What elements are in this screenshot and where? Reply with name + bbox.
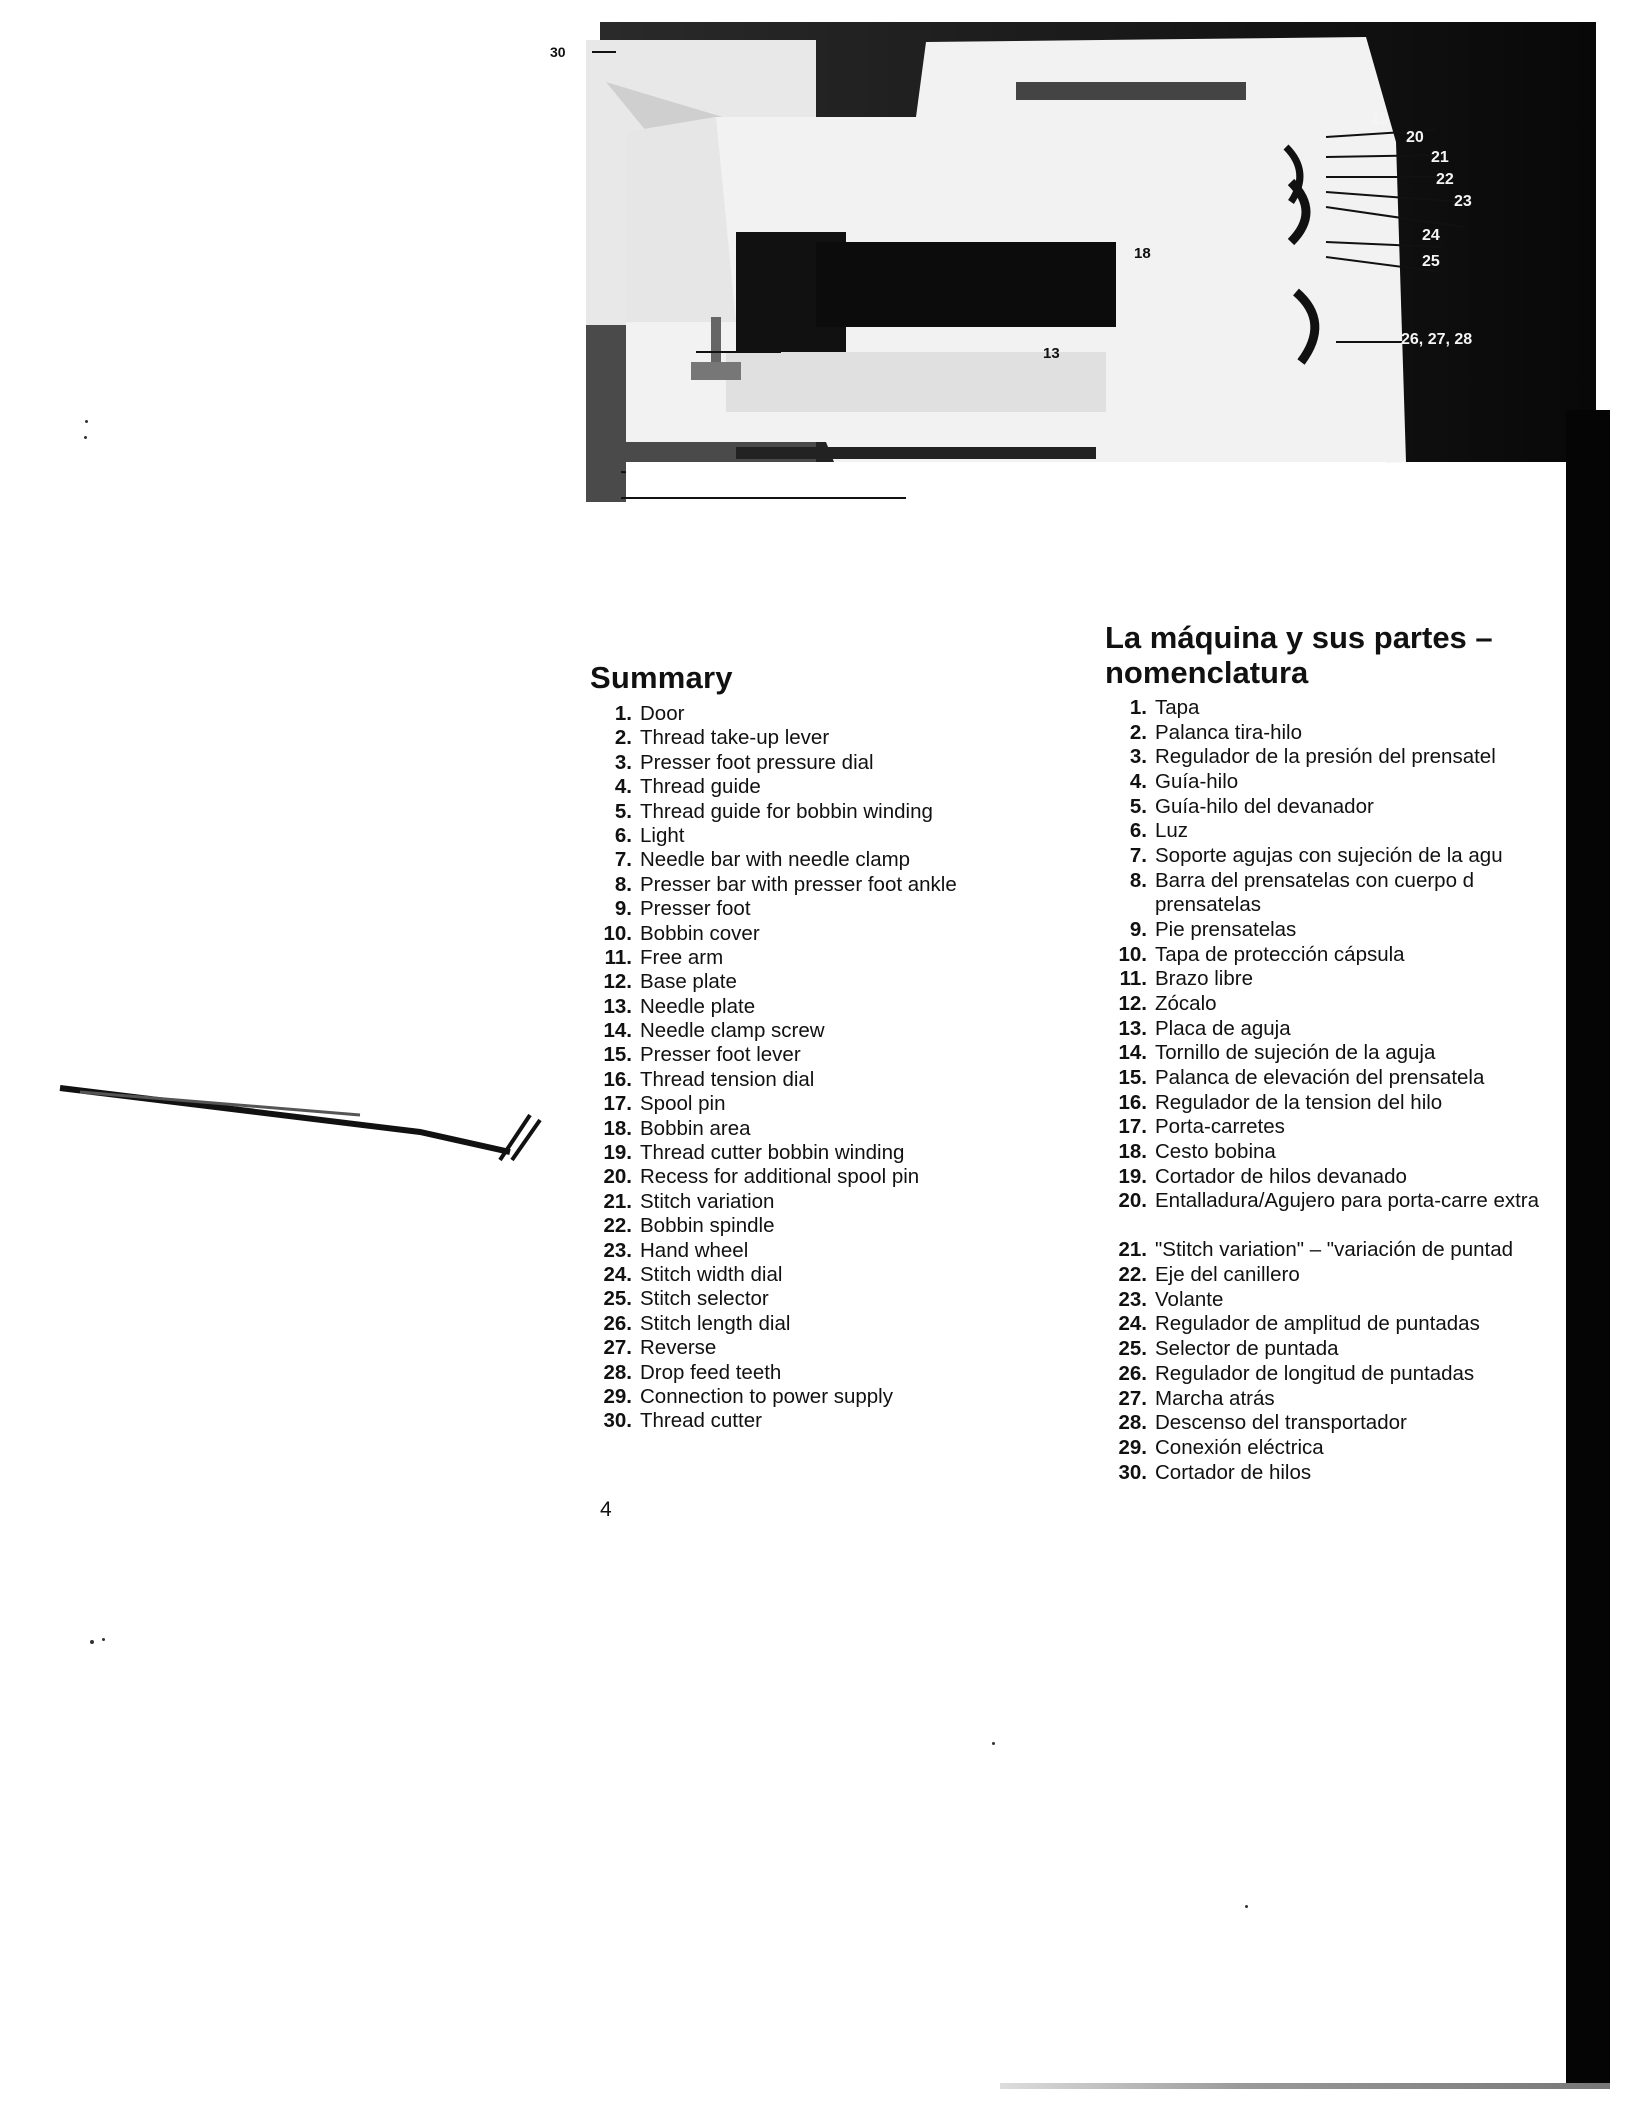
list-item: 9. Pie prensatelas (1129, 917, 1297, 941)
callout-20: 20 (1406, 129, 1424, 146)
callout-21: 21 (1431, 149, 1449, 166)
list-item: 24. Regulador de amplitud de puntadas (1118, 1312, 1480, 1336)
list-item: 29. Connection to power supply (603, 1384, 893, 1408)
list-item: 27. Reverse (603, 1336, 717, 1360)
list-item: 14. Needle clamp screw (603, 1019, 825, 1043)
list-item: 13. Needle plate (603, 994, 756, 1018)
nomenclatura-title (1105, 620, 1575, 690)
list-item: 30. Thread cutter (603, 1409, 762, 1433)
list-item: 22. Bobbin spindle (603, 1214, 775, 1238)
list-item: 24. Stitch width dial (603, 1262, 783, 1286)
callout-30: 30 (550, 44, 566, 60)
list-item: 4. Thread guide (614, 775, 761, 799)
list-item: 25. Selector de puntada (1118, 1337, 1339, 1361)
summary-title: Summary (590, 660, 733, 695)
scan-bottom-edge (1000, 2083, 1610, 2089)
summary-section (590, 660, 1010, 1434)
list-item: 22. Eje del canillero (1118, 1263, 1300, 1287)
list-item: 18. Bobbin area (603, 1116, 751, 1140)
list-item: 21. Stitch variation (603, 1189, 775, 1213)
callout-26-27-28: 26, 27, 28 (1401, 331, 1473, 348)
list-item: 16. Regulador de la tension del hilo (1118, 1090, 1443, 1114)
list-item: 27. Marcha atrás (1118, 1386, 1275, 1410)
list-item: 7. Needle bar with needle clamp (614, 848, 911, 872)
list-item: 28. Drop feed teeth (603, 1360, 782, 1384)
summary-list (590, 702, 1010, 1434)
callout-24: 24 (1422, 227, 1440, 244)
list-item: 13. Placa de aguja (1118, 1016, 1291, 1040)
list-item: 16. Thread tension dial (603, 1067, 815, 1091)
list-item: 26. Regulador de longitud de puntadas (1118, 1361, 1475, 1385)
list-item: 8. Presser bar with presser foot ankle (614, 872, 957, 896)
list-item: 6. Light (614, 823, 685, 847)
list-item: 10. Bobbin cover (603, 921, 760, 945)
list-item: 25. Stitch selector (603, 1287, 769, 1311)
nomenclatura-section (1105, 620, 1575, 1485)
list-item: 17. Spool pin (603, 1092, 726, 1116)
list-item: 11. Free arm (604, 945, 724, 969)
list-item: 14. Tornillo de sujeción de la aguja (1118, 1041, 1436, 1065)
callout-13: 13 (1043, 345, 1060, 362)
list-item: 1. Tapa (1129, 696, 1200, 719)
callout-19: 19 (1371, 111, 1389, 128)
list-item: 23. Volante (1118, 1287, 1224, 1311)
list-item: 2. Palanca tira-hilo (1129, 720, 1302, 744)
list-item: 12. Zócalo (1118, 991, 1217, 1015)
page-number: 4 (600, 1498, 612, 1521)
list-item: 1. Door (614, 702, 685, 725)
nomenclatura-list (1105, 696, 1575, 1485)
list-item: 12. Base plate (603, 970, 737, 994)
list-item: 29. Conexión eléctrica (1118, 1435, 1324, 1459)
list-item: 3. Presser foot pressure dial (614, 750, 874, 774)
list-item: 28. Descenso del transportador (1118, 1411, 1407, 1435)
list-item: 19. Cortador de hilos devanado (1118, 1164, 1407, 1188)
sewing-machine-photo (550, 22, 1596, 507)
list-item: 30. Cortador de hilos (1118, 1460, 1312, 1484)
list-item: 19. Thread cutter bobbin winding (603, 1141, 905, 1165)
list-item: 21. "Stitch variation" – "variación de puntad (1118, 1238, 1514, 1262)
list-item: 5. Thread guide for bobbin winding (614, 799, 933, 823)
callout-22: 22 (1436, 171, 1454, 188)
callout-23: 23 (1454, 193, 1472, 210)
list-item: 8. Barra del prensatelas con cuerpo d prensatelas (1129, 868, 1475, 917)
list-item: 20. Entalladura/Agujero para porta-carre extra (1118, 1189, 1540, 1213)
list-item: 5. Guía-hilo del devanador (1129, 794, 1374, 818)
nomenclatura-title-line2: nomenclatura (1105, 655, 1309, 690)
list-item: 15. Palanca de elevación del prensatela (1118, 1065, 1485, 1089)
list-item: 20. Recess for additional spool pin (603, 1165, 920, 1189)
list-item: 26. Stitch length dial (603, 1311, 791, 1335)
list-item: 7. Soporte agujas con sujeción de la agu (1129, 844, 1503, 868)
list-item: 10. Tapa de protección cápsula (1118, 942, 1405, 966)
list-item: 9. Presser foot (614, 897, 751, 921)
list-item: 23. Hand wheel (603, 1238, 749, 1262)
list-item: 11. Brazo libre (1119, 967, 1253, 991)
callout-25: 25 (1422, 253, 1440, 270)
callout-18: 18 (1134, 245, 1151, 262)
list-item: 17. Porta-carretes (1118, 1115, 1285, 1139)
list-item: 3. Regulador de la presión del prensatel (1129, 745, 1496, 769)
scan-pen-mark (60, 1070, 580, 1160)
list-item: 18. Cesto bobina (1118, 1140, 1276, 1163)
list-item: 15. Presser foot lever (603, 1043, 801, 1067)
nomenclatura-title-line1: La máquina y sus partes – (1105, 620, 1493, 655)
list-item: 2. Thread take-up lever (614, 726, 830, 750)
list-item: 4. Guía-hilo (1129, 770, 1239, 794)
list-item: 6. Luz (1129, 819, 1189, 843)
